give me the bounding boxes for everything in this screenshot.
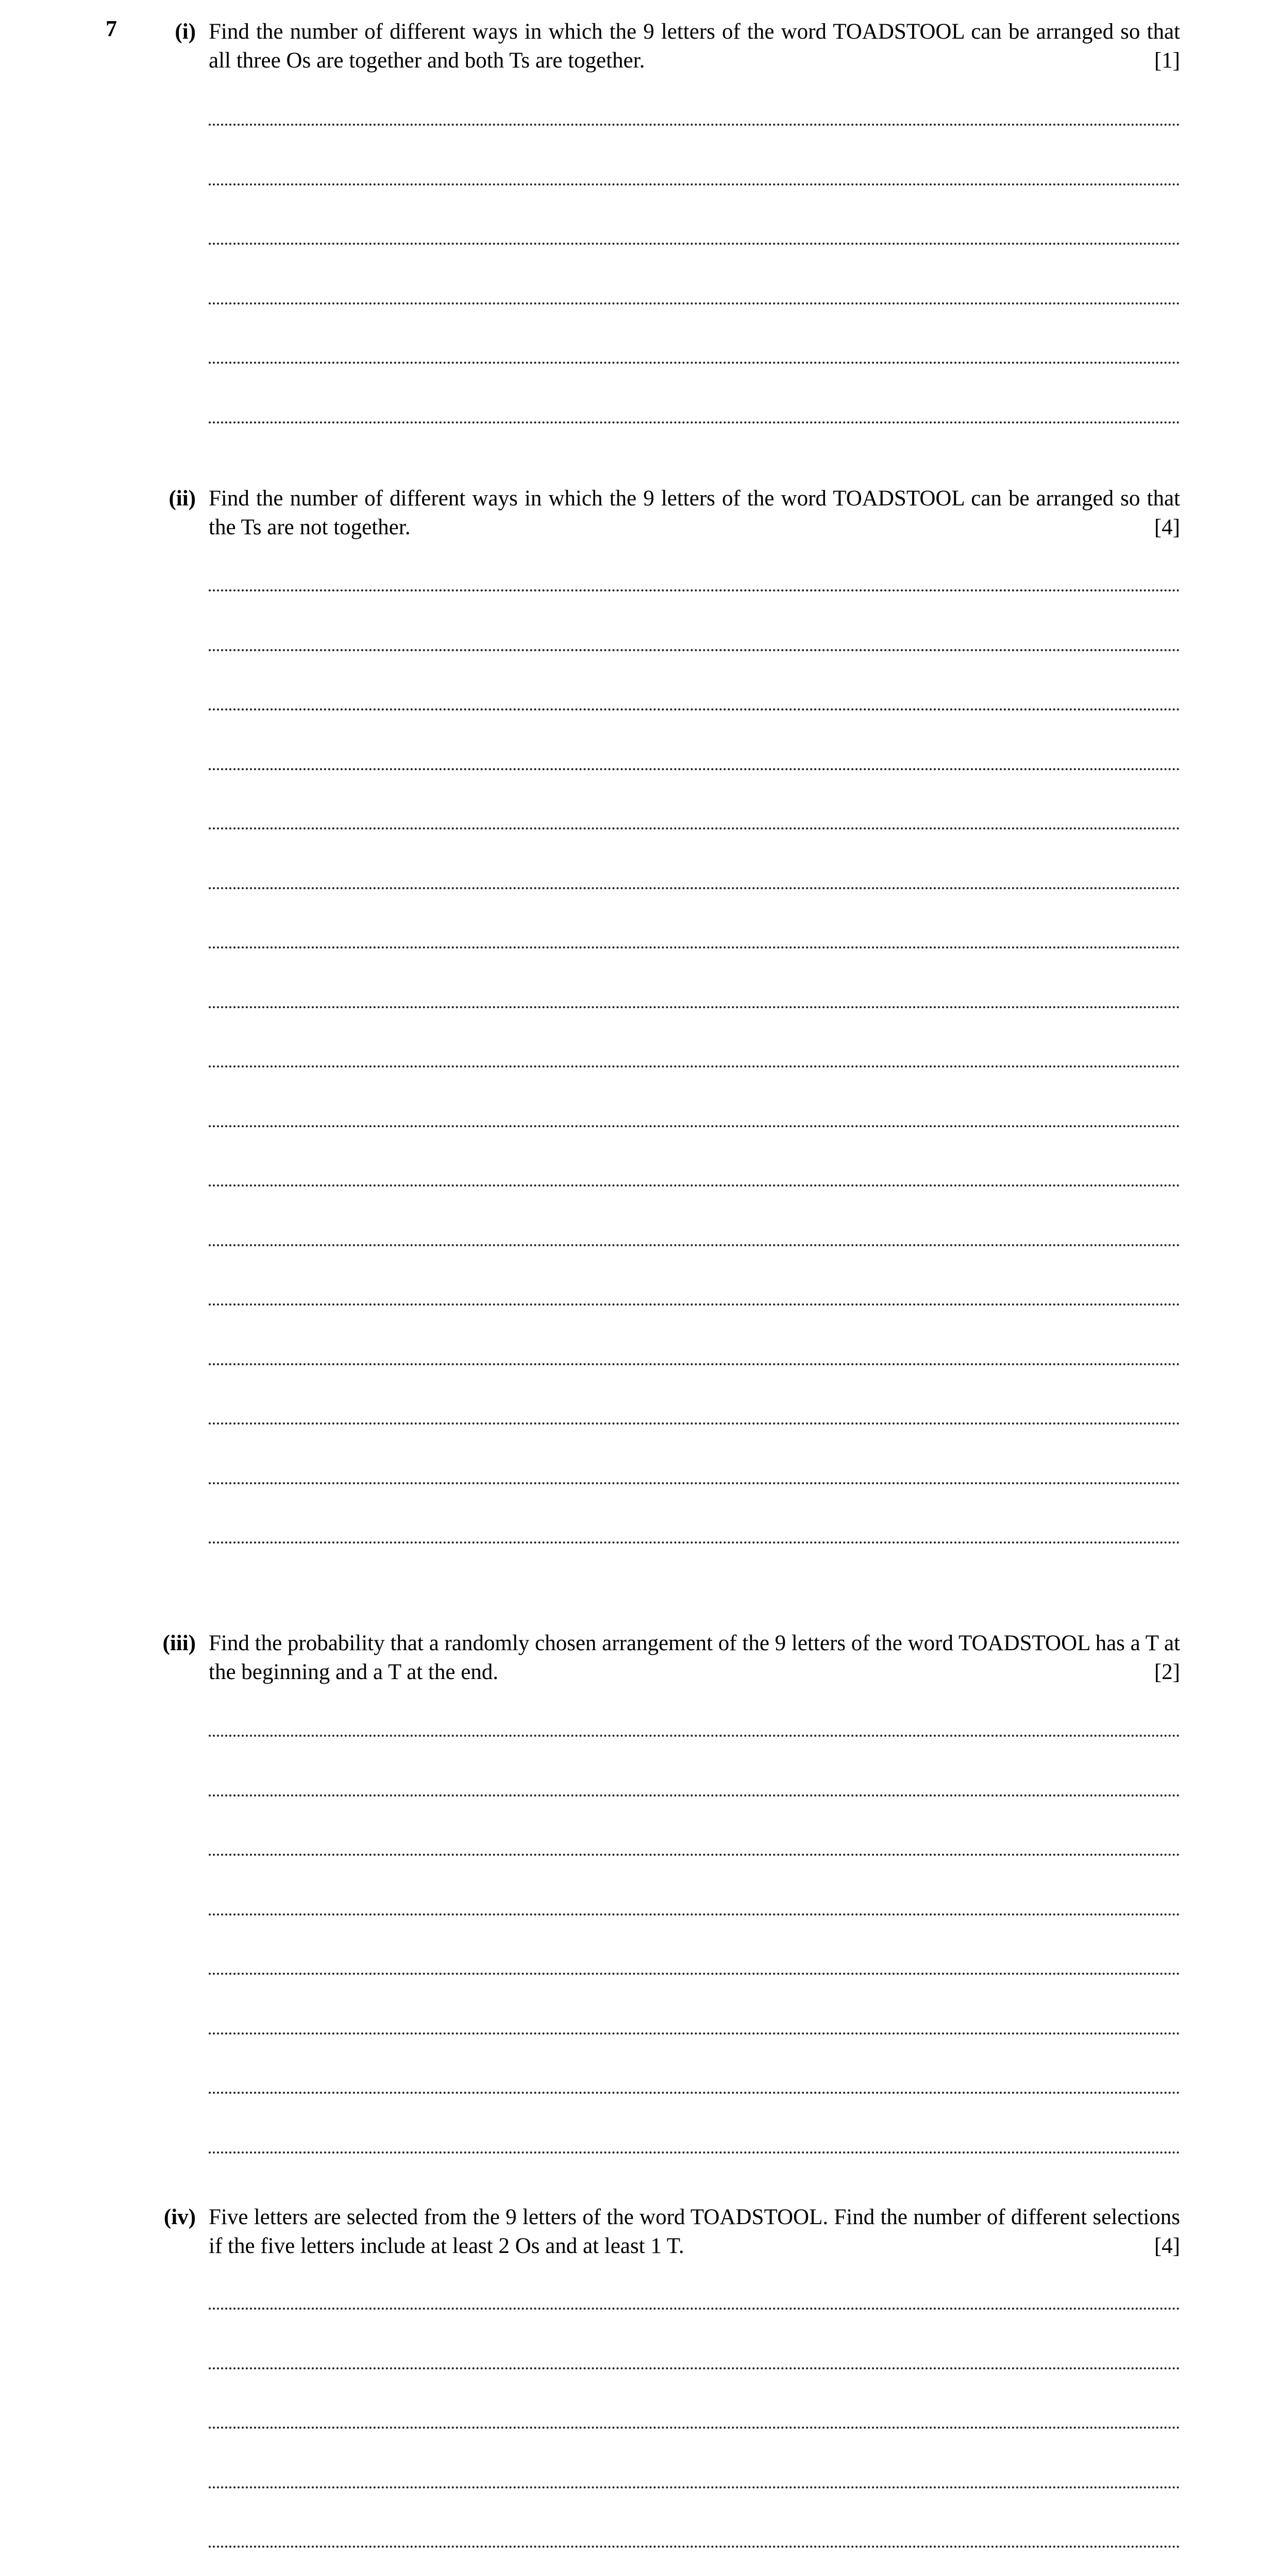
- part-i-header: [155, 18, 1180, 75]
- part-label: (ii): [169, 486, 196, 511]
- answer-line: [209, 2486, 1180, 2488]
- part-iii-header: [155, 1629, 1180, 1687]
- answer-line: [209, 1794, 1180, 1797]
- question-text: [209, 484, 1180, 542]
- marks-allocation: [4]: [1154, 2234, 1180, 2258]
- question-text-body: Find the number of different ways in which the 9 letters of the word TOADSTOOL can be arranged so that the Ts are not together.: [209, 486, 1180, 539]
- answer-line: [209, 887, 1180, 889]
- part-label: (iii): [162, 1631, 196, 1655]
- question-text: [209, 1629, 1180, 1687]
- answer-line: [209, 1541, 1180, 1544]
- answer-line: [209, 1244, 1180, 1246]
- question-text-body: Five letters are selected from the 9 letters of the word TOADSTOOL. Find the number of different selections if the five letters include at least 2 Os and at least 1 T.: [209, 2205, 1180, 2258]
- answer-line: [209, 2032, 1180, 2035]
- answer-line: [209, 1363, 1180, 1365]
- part-ii: [155, 484, 1180, 542]
- part-i: [155, 18, 1180, 75]
- marks-allocation: [4]: [1154, 515, 1180, 539]
- question-text-body: Find the number of different ways in which the 9 letters of the word TOADSTOOL can be arranged so that all three Os are together and both Ts are together.: [209, 20, 1180, 73]
- part-iv: [155, 2203, 1180, 2261]
- answer-line: [209, 421, 1180, 423]
- answer-line: [209, 1913, 1180, 1916]
- answer-line: [209, 2151, 1180, 2154]
- answer-line: [209, 1854, 1180, 1856]
- answer-line: [209, 1422, 1180, 1425]
- question-text: [209, 18, 1180, 75]
- answer-line: [209, 243, 1180, 245]
- answer-line: [209, 768, 1180, 770]
- part-label: (i): [175, 20, 196, 44]
- answer-line: [209, 1735, 1180, 1737]
- answer-line: [209, 2546, 1180, 2548]
- answer-line: [209, 1006, 1180, 1008]
- answer-line: [209, 1125, 1180, 1127]
- marks-allocation: [1]: [1154, 48, 1180, 73]
- answer-line: [209, 1303, 1180, 1306]
- marks-allocation: [2]: [1154, 1660, 1180, 1684]
- answer-line: [209, 124, 1180, 126]
- answer-line: [209, 827, 1180, 829]
- answer-line: [209, 946, 1180, 948]
- answer-line: [209, 302, 1180, 304]
- question-text-body: Find the probability that a randomly chosen arrangement of the 9 letters of the word TOADSTOOL has a T at the beginning and a T at the end.: [209, 1631, 1180, 1684]
- part-iv-header: [155, 2203, 1180, 2261]
- answer-line: [209, 2427, 1180, 2429]
- answer-line: [209, 1065, 1180, 1067]
- question-number: 7: [106, 16, 117, 41]
- answer-line: [209, 2367, 1180, 2369]
- answer-line: [209, 183, 1180, 185]
- answer-line: [209, 708, 1180, 710]
- answer-line: [209, 589, 1180, 591]
- answer-line: [209, 2092, 1180, 2094]
- part-label: (iv): [163, 2205, 196, 2229]
- question-text: [209, 2203, 1180, 2261]
- answer-line: [209, 2308, 1180, 2310]
- part-iii: [155, 1629, 1180, 1687]
- part-ii-header: [155, 484, 1180, 542]
- answer-line: [209, 1482, 1180, 1484]
- answer-line: [209, 1184, 1180, 1187]
- answer-line: [209, 1973, 1180, 1975]
- answer-line: [209, 362, 1180, 364]
- answer-line: [209, 649, 1180, 651]
